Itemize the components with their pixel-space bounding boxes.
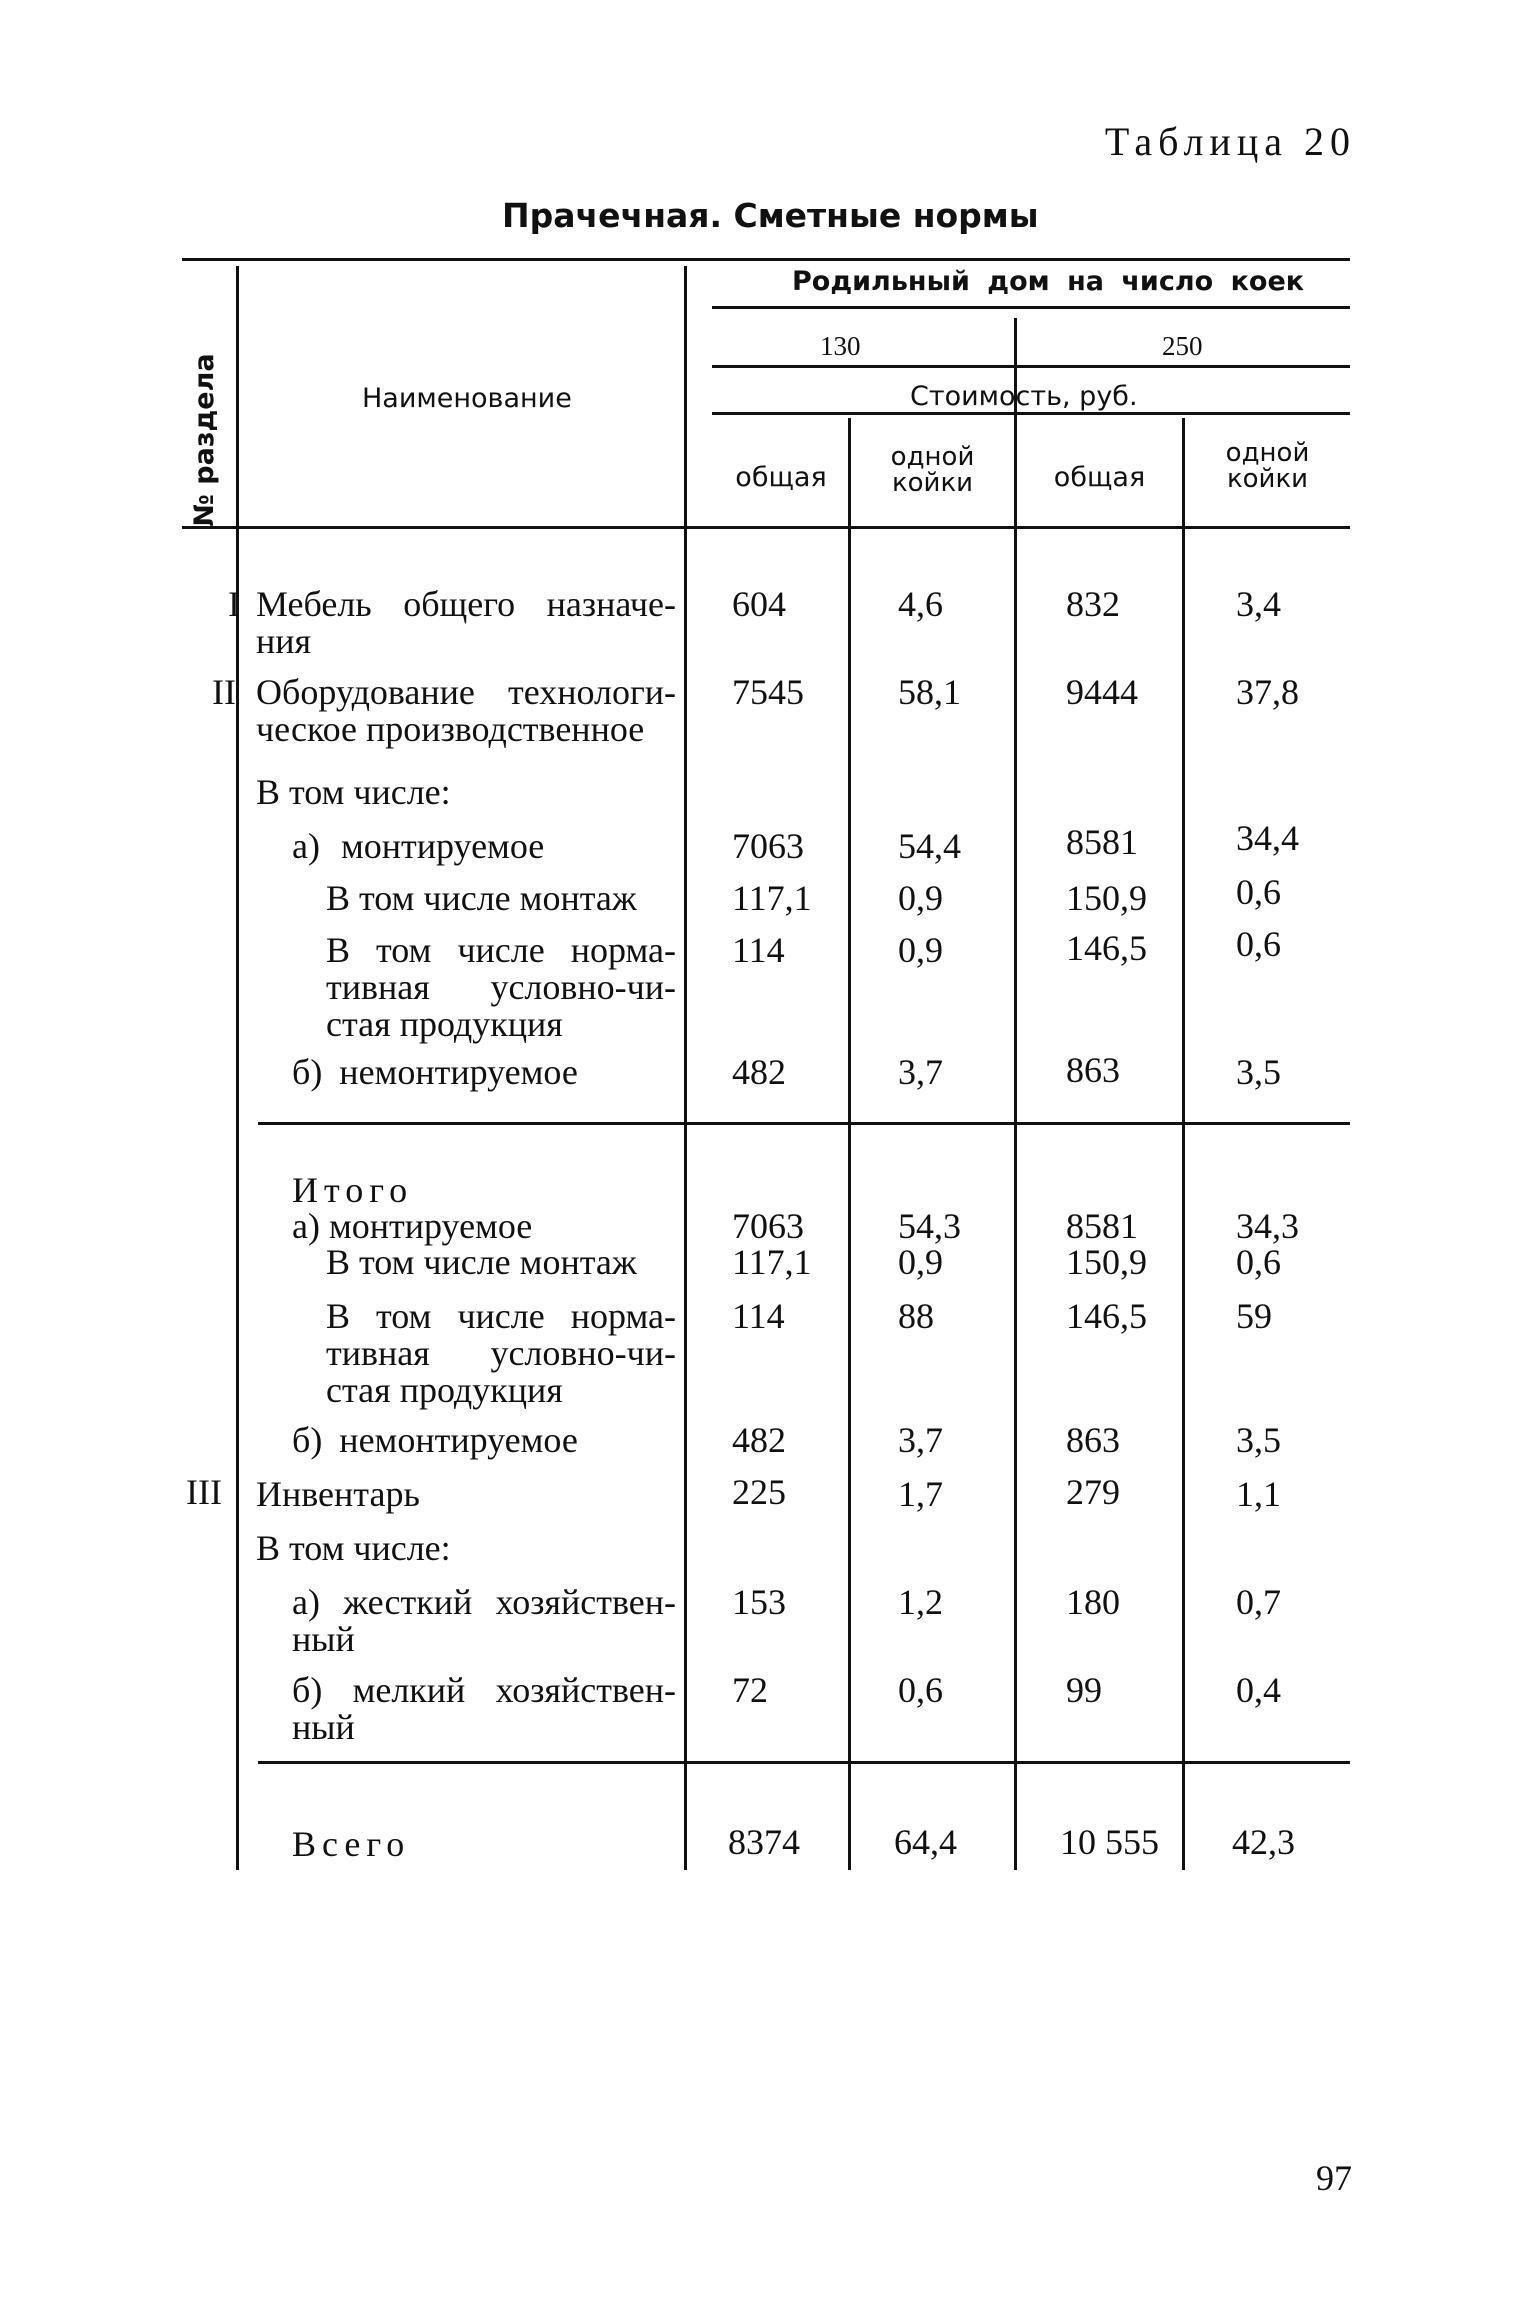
value-250-per-bed: 59 — [1236, 1296, 1272, 1336]
row-name: а) монтируемое — [292, 1206, 533, 1246]
header-250-per-bed-line2: койки — [1226, 464, 1309, 494]
value-130-total: 114 — [732, 1296, 785, 1336]
value-250-total: 150,9 — [1066, 1242, 1147, 1282]
header-beds-250: 250 — [1162, 331, 1203, 361]
row-name: Всего — [292, 1824, 411, 1864]
value-250-per-bed: 34,4 — [1236, 818, 1299, 858]
value-130-total: 482 — [732, 1052, 786, 1092]
row-name: В том числе: — [256, 772, 451, 812]
header-250-per-bed — [1185, 440, 1350, 492]
header-130-per-bed-line1: одной — [890, 442, 975, 472]
value-130-total: 117,1 — [732, 878, 812, 918]
col-rule-section — [236, 266, 239, 1870]
header-250-total: общая — [1053, 462, 1146, 493]
value-130-per-bed: 0,9 — [898, 878, 943, 918]
row-name: а) монтируемое — [292, 826, 545, 866]
header-130-total: общая — [735, 462, 827, 493]
value-250-per-bed: 1,1 — [1236, 1474, 1281, 1514]
value-250-per-bed: 37,8 — [1236, 672, 1299, 712]
value-250-total: 8581 — [1066, 822, 1138, 862]
value-250-total: 146,5 — [1066, 1296, 1147, 1336]
row-name: В том числе монтаж — [326, 878, 637, 918]
rule-subtotal — [258, 1122, 1350, 1125]
header-section-no: № раздела — [189, 353, 220, 527]
section-number: I — [228, 584, 240, 624]
value-250-per-bed: 0,6 — [1236, 924, 1281, 964]
row-name: В том числе норма-тивная условно-чи-стая продукция — [326, 930, 676, 1044]
row-name: В том числе: — [256, 1528, 451, 1568]
row-name: б) мелкий хозяйствен-ный — [292, 1670, 676, 1747]
value-130-total: 225 — [732, 1472, 786, 1512]
value-250-per-bed: 0,7 — [1236, 1582, 1281, 1622]
header-130-per-bed — [851, 444, 1014, 496]
value-250-total: 146,5 — [1066, 928, 1147, 968]
value-130-total: 7545 — [732, 672, 804, 712]
value-130-total: 114 — [732, 930, 785, 970]
section-number: III — [186, 1472, 222, 1512]
row-name: В том числе норма-тивная условно-чи-стая продукция — [326, 1296, 676, 1410]
row-name: а) жесткий хозяйствен-ный — [292, 1582, 676, 1659]
value-250-per-bed: 3,4 — [1236, 584, 1281, 624]
value-130-per-bed: 0,9 — [898, 930, 943, 970]
value-250-total: 832 — [1066, 584, 1120, 624]
value-130-per-bed: 1,2 — [898, 1582, 943, 1622]
rule-grand-total — [258, 1761, 1350, 1764]
table-title: Прачечная. Сметные нормы — [502, 196, 1039, 235]
section-number: II — [212, 672, 236, 712]
row-name: Мебель общего назначе-ния — [256, 584, 676, 661]
value-250-total: 180 — [1066, 1582, 1120, 1622]
value-250-per-bed: 34,3 — [1236, 1206, 1299, 1246]
value-130-per-bed: 58,1 — [898, 672, 961, 712]
row-name: б) немонтируемое — [292, 1052, 578, 1092]
rule-header-1 — [712, 306, 1350, 309]
value-250-per-bed: 42,3 — [1232, 1822, 1295, 1862]
value-250-total: 150,9 — [1066, 878, 1147, 918]
value-250-per-bed: 0,4 — [1236, 1670, 1281, 1710]
page-number: 97 — [1316, 2158, 1352, 2198]
rule-header-bottom — [182, 526, 1350, 529]
col-rule-beds — [1014, 318, 1017, 1870]
value-250-total: 279 — [1066, 1472, 1120, 1512]
value-130-total: 153 — [732, 1582, 786, 1622]
value-130-per-bed: 0,6 — [898, 1670, 943, 1710]
value-130-total: 7063 — [732, 1206, 804, 1246]
header-beds-130: 130 — [820, 331, 861, 361]
row-name: Оборудование технологи-ческое производственное — [256, 672, 676, 749]
col-rule-250-split — [1182, 418, 1185, 1870]
value-250-total: 863 — [1066, 1420, 1120, 1460]
header-250-per-bed-line1: одной — [1225, 438, 1310, 468]
value-130-per-bed: 0,9 — [898, 1242, 943, 1282]
value-250-total: 99 — [1066, 1670, 1102, 1710]
value-130-per-bed: 1,7 — [898, 1474, 943, 1514]
header-maternity-home: Родильный дом на число коек — [792, 266, 1305, 297]
value-130-per-bed: 54,4 — [898, 826, 961, 866]
col-rule-name — [684, 266, 687, 1870]
value-250-total: 9444 — [1066, 672, 1138, 712]
value-130-per-bed: 3,7 — [898, 1052, 943, 1092]
col-rule-130-split — [848, 418, 851, 1870]
value-130-per-bed: 64,4 — [894, 1822, 957, 1862]
value-250-per-bed: 3,5 — [1236, 1052, 1281, 1092]
row-name: Инвентарь — [256, 1474, 420, 1514]
header-name: Наименование — [362, 383, 572, 414]
value-130-total: 72 — [732, 1670, 768, 1710]
row-name: Итого — [292, 1170, 414, 1210]
rule-header-2 — [712, 365, 1350, 368]
value-130-per-bed: 4,6 — [898, 584, 943, 624]
value-130-total: 604 — [732, 584, 786, 624]
header-cost: Стоимость, руб. — [910, 381, 1138, 412]
value-130-per-bed: 54,3 — [898, 1206, 961, 1246]
value-250-per-bed: 3,5 — [1236, 1420, 1281, 1460]
value-250-total: 863 — [1066, 1050, 1120, 1090]
value-130-per-bed: 88 — [898, 1296, 934, 1336]
value-130-total: 482 — [732, 1420, 786, 1460]
table-label: Таблица 20 — [1104, 119, 1356, 164]
value-250-total: 10 555 — [1060, 1822, 1159, 1862]
value-130-total: 117,1 — [732, 1242, 812, 1282]
rule-top — [182, 258, 1350, 261]
value-250-per-bed: 0,6 — [1236, 1242, 1281, 1282]
value-130-per-bed: 3,7 — [898, 1420, 943, 1460]
row-name: В том числе монтаж — [326, 1242, 637, 1282]
value-250-total: 8581 — [1066, 1206, 1138, 1246]
value-130-total: 8374 — [728, 1822, 800, 1862]
header-130-per-bed-line2: койки — [891, 468, 974, 498]
value-250-per-bed: 0,6 — [1236, 872, 1281, 912]
value-130-total: 7063 — [732, 826, 804, 866]
row-name: б) немонтируемое — [292, 1420, 578, 1460]
